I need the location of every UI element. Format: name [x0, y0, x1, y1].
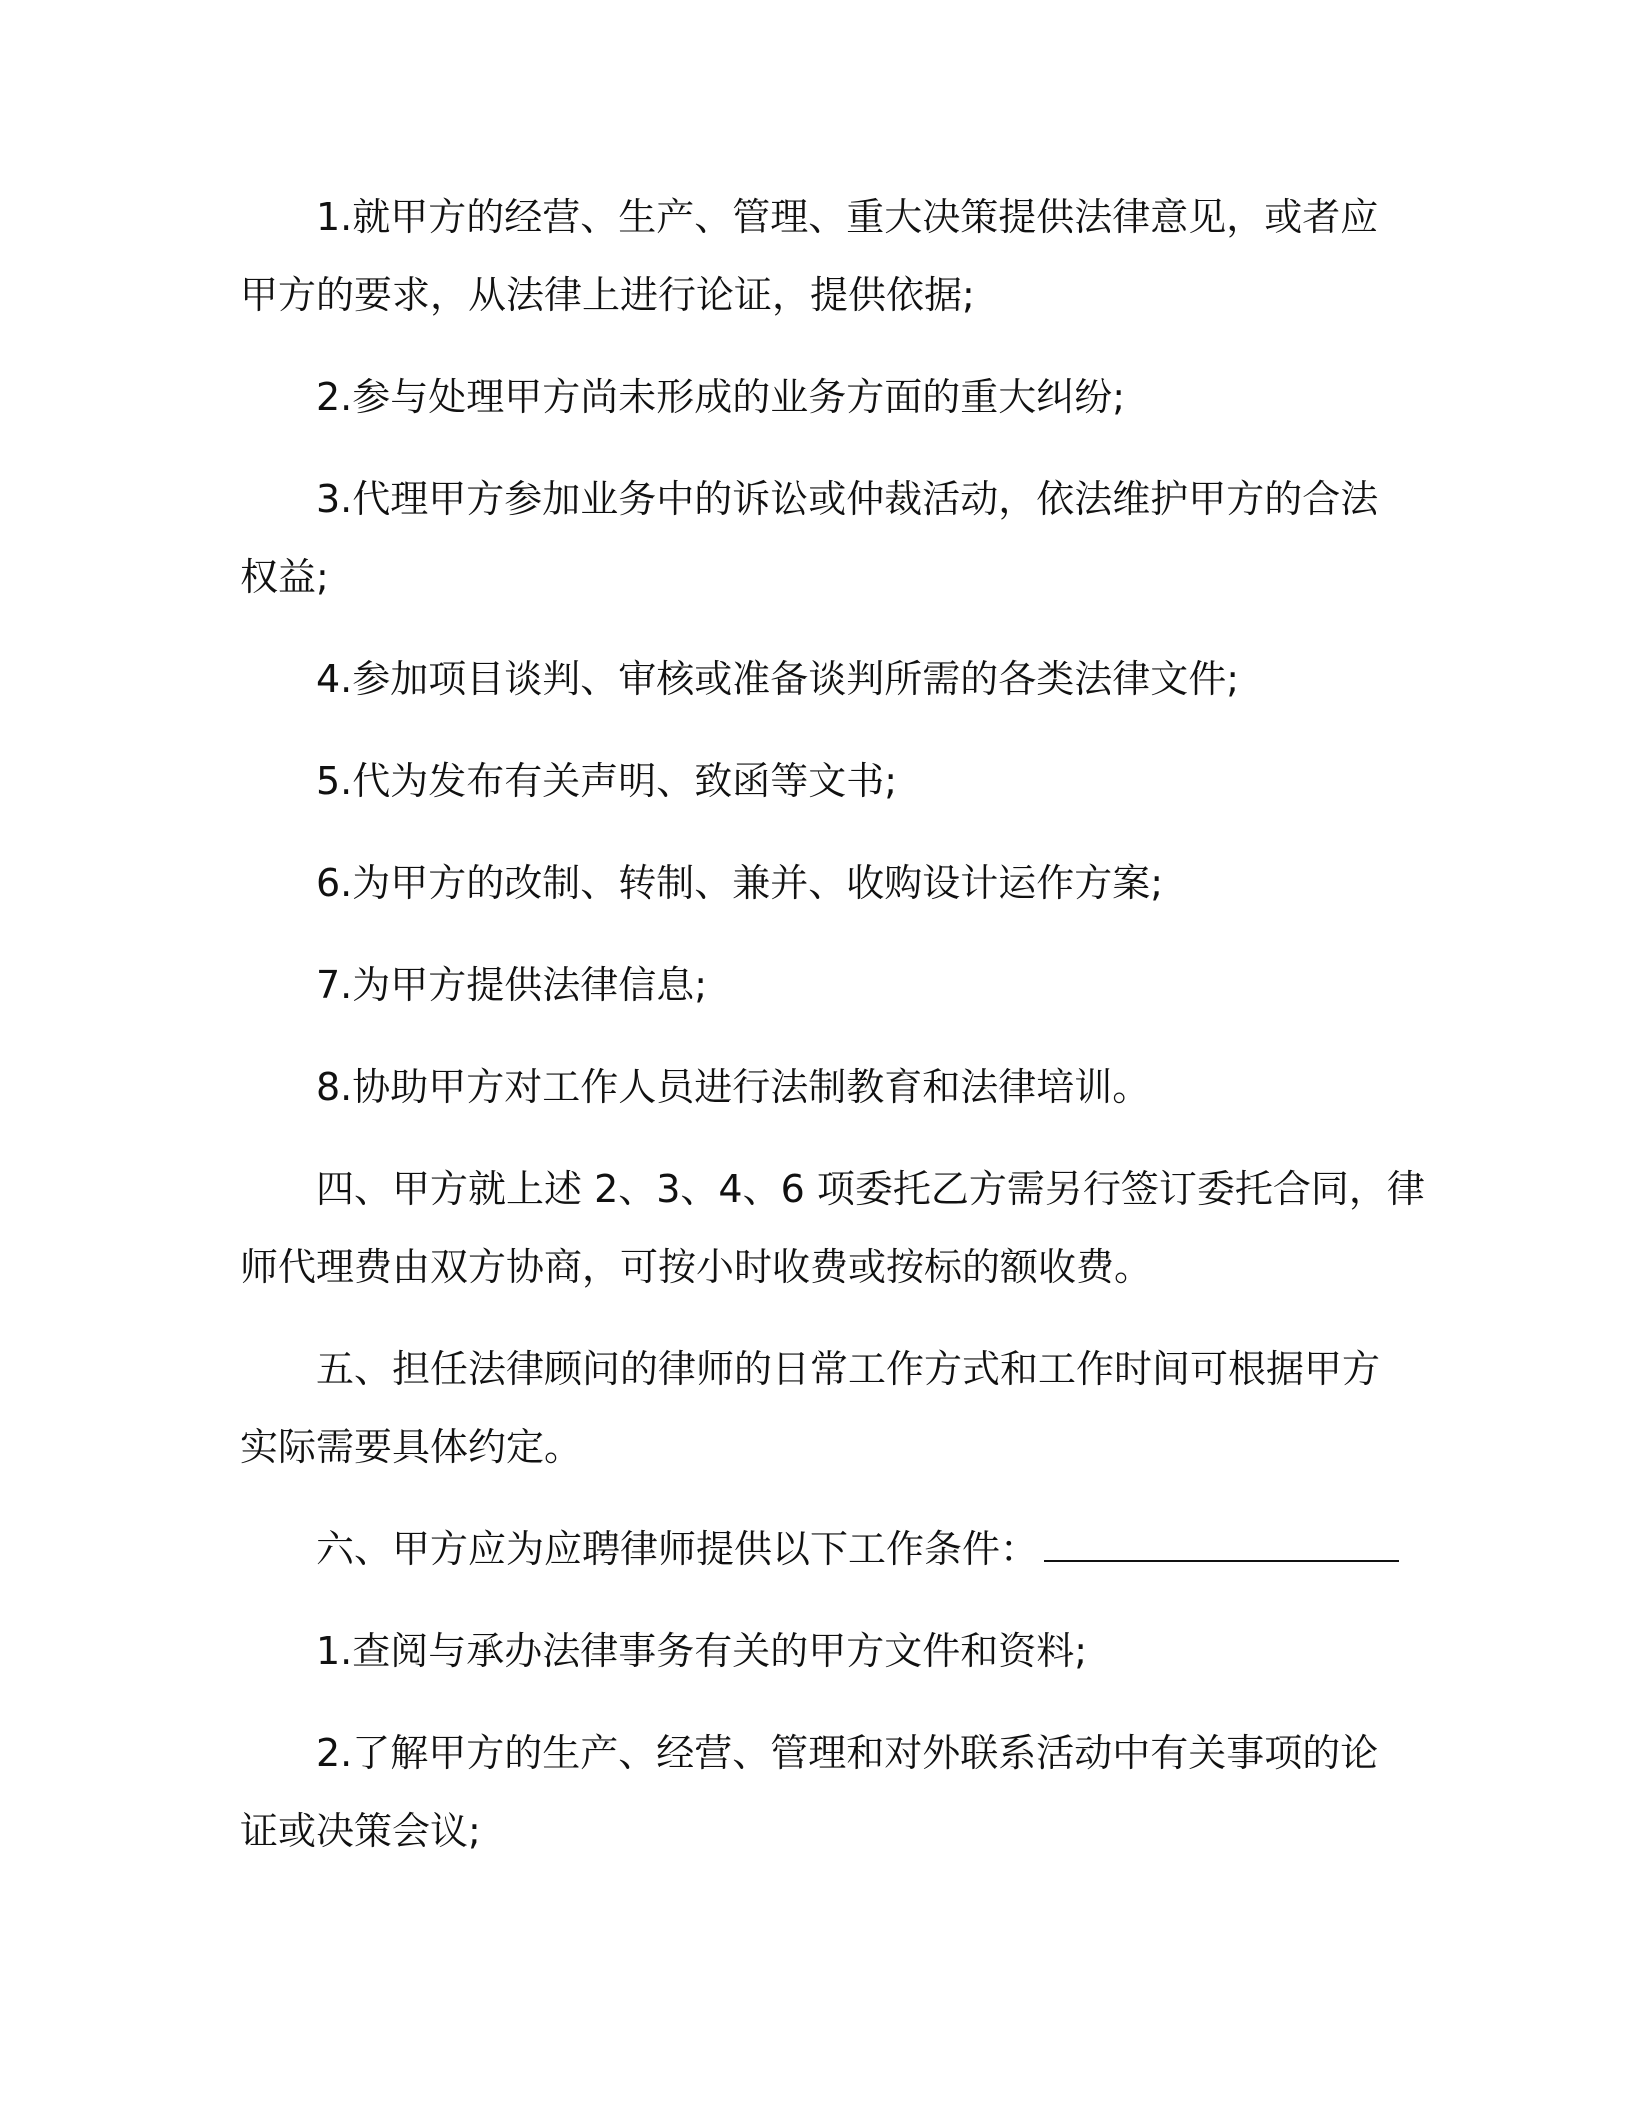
- paragraph-line: 7.为甲方提供法律信息;: [316, 963, 708, 1007]
- paragraph-line: 四、甲方就上述 2、3、4、6 项委托乙方需另行签订委托合同，律: [316, 1167, 1425, 1211]
- paragraph-line: 4.参加项目谈判、审核或准备谈判所需的各类法律文件;: [316, 657, 1240, 701]
- paragraph-line: 甲方的要求，从法律上进行论证，提供依据;: [240, 273, 975, 317]
- paragraph-line: 5.代为发布有关声明、致函等文书;: [316, 759, 898, 803]
- paragraph-line: 8.协助甲方对工作人员进行法制教育和法律培训。: [316, 1065, 1151, 1109]
- paragraph-section-6: [240, 1510, 1390, 1588]
- paragraph-item-7: [240, 946, 1390, 1024]
- paragraph-section-4: [240, 1150, 1425, 1306]
- paragraph-item-1: [240, 178, 1390, 334]
- fill-in-blank: [1044, 1528, 1399, 1562]
- paragraph-line: 2.了解甲方的生产、经营、管理和对外联系活动中有关事项的论: [316, 1731, 1379, 1775]
- paragraph-line: 权益;: [240, 555, 329, 599]
- paragraph-line: 证或决策会议;: [240, 1809, 481, 1853]
- paragraph-text: 六、甲方应为应聘律师提供以下工作条件：: [316, 1527, 1039, 1571]
- paragraph-line: 2.参与处理甲方尚未形成的业务方面的重大纠纷;: [316, 375, 1126, 419]
- paragraph-line: 3.代理甲方参加业务中的诉讼或仲裁活动，依法维护甲方的合法: [316, 477, 1379, 521]
- paragraph-item-2: [240, 358, 1390, 436]
- paragraph-item-3: [240, 460, 1390, 616]
- paragraph-line: 1.查阅与承办法律事务有关的甲方文件和资料;: [316, 1629, 1088, 1673]
- paragraph-condition-2: [240, 1714, 1390, 1870]
- paragraph-section-5: [240, 1330, 1390, 1486]
- paragraph-line: 实际需要具体约定。: [240, 1425, 583, 1469]
- paragraph-item-5: [240, 742, 1390, 820]
- paragraph-line: [240, 1510, 1390, 1588]
- paragraph-item-8: [240, 1048, 1390, 1126]
- paragraph-line: 6.为甲方的改制、转制、兼并、收购设计运作方案;: [316, 861, 1164, 905]
- paragraph-line: 五、担任法律顾问的律师的日常工作方式和工作时间可根据甲方: [316, 1347, 1381, 1391]
- paragraph-condition-1: [240, 1612, 1390, 1690]
- paragraph-item-4: [240, 640, 1390, 718]
- paragraph-item-6: [240, 844, 1390, 922]
- paragraph-line: 师代理费由双方协商，可按小时收费或按标的额收费。: [240, 1245, 1153, 1289]
- paragraph-line: 1.就甲方的经营、生产、管理、重大决策提供法律意见，或者应: [316, 195, 1379, 239]
